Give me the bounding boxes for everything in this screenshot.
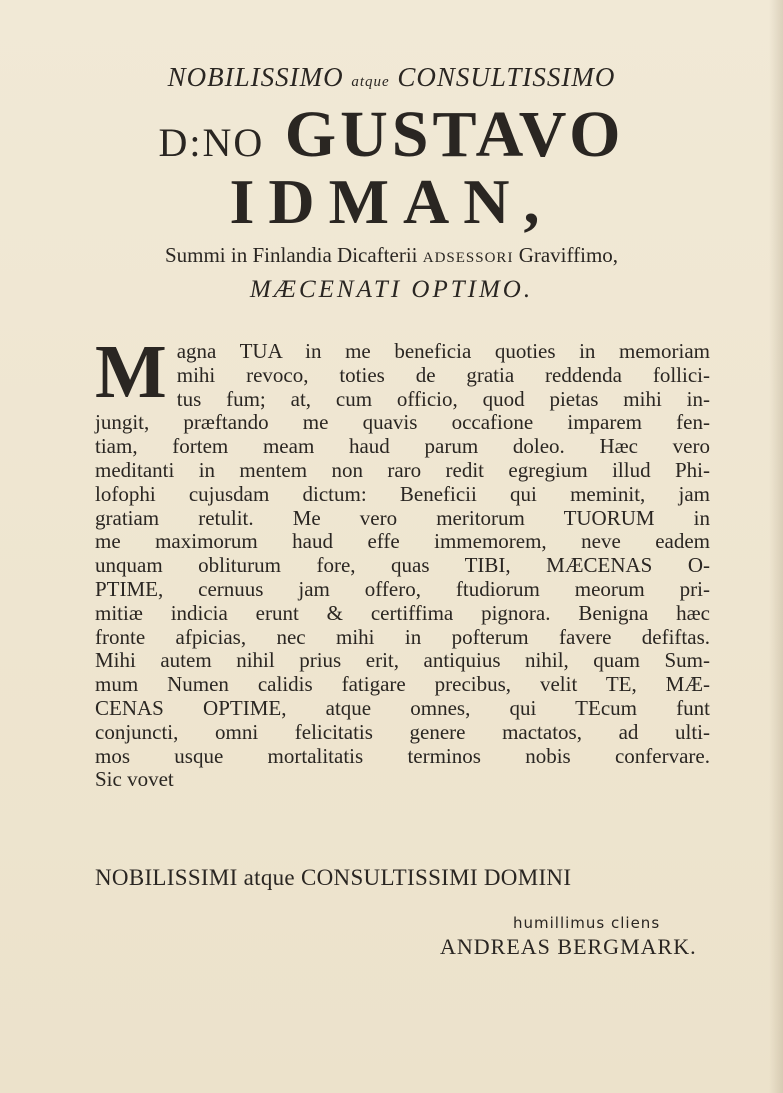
body-line: jungit, præftando me quavis occafione imparem fen-: [95, 410, 710, 435]
body-line: tiam, fortem meam haud parum doleo. Hæc vero: [95, 434, 710, 459]
body-line: PTIME, cernuus jam offero, ftudiorum meorum pri-: [95, 576, 710, 601]
body-line: fronte afpicias, nec mihi in pofterum favere defiftas.: [95, 624, 710, 649]
dedicatee-surname: IDMAN,: [229, 166, 554, 237]
body-line: meditanti in mentem non raro redit egregium illud Phi-: [95, 457, 710, 482]
dedication-body: [95, 330, 710, 792]
body-line: mos usque mortalitatis terminos nobis confervare.: [95, 743, 710, 768]
dedication-salutation: [0, 62, 783, 93]
body-line: unquam obliturum fore, quas TIBI, MÆCENAS O-: [95, 553, 710, 578]
body-line: mihi revoco, toties de gratia reddenda follici-: [176, 362, 710, 387]
body-line: mum Numen calidis fatigare precibus, velit TE, MÆ-: [95, 672, 710, 697]
body-line: Sic vovet: [95, 767, 174, 792]
dedicatee-title: [0, 243, 783, 268]
maecenas-optimo: MÆCENATI OPTIMO.: [249, 276, 534, 303]
closing-formula: NOBILISSIMI atque CONSULTISSIMI DOMINI: [95, 865, 572, 890]
dedicatee-firstname: GUSTAVO: [284, 98, 625, 171]
body-line: Mihi autem nihil prius erit, antiquius nihil, quam Sum-: [95, 648, 710, 673]
drop-cap: M: [95, 330, 167, 414]
body-line: tus fum; at, cum officio, quod pietas mihi in-: [176, 386, 710, 411]
signature-author: ANDREAS BERGMARK.: [440, 934, 697, 959]
signature-humillimus: humillimus cliens: [513, 914, 661, 932]
body-line: gratiam retulit. Me vero meritorum TUORUM in: [95, 505, 710, 530]
body-line: mitiæ indicia erunt & certiffima pignora. Benigna hæc: [95, 600, 710, 625]
salutation-nobilissimo: NOBILISSIMO: [167, 62, 344, 92]
body-line: lofophi cujusdam dictum: Beneficii qui meminit, jam: [95, 481, 710, 506]
body-line: me maximorum haud effe immemorem, neve eadem: [95, 529, 710, 554]
title-part-c: Graviffimo,: [518, 243, 619, 267]
salutation-atque: atque: [351, 74, 390, 90]
salutation-consultissimo: CONSULTISSIMO: [397, 62, 616, 92]
body-line: CENAS OPTIME, atque omnes, qui TEcum funt: [95, 695, 710, 720]
dedicatee-honorific: D:NO: [158, 120, 265, 165]
body-line: agna TUA in me beneficia quoties in memoriam: [176, 339, 710, 363]
body-line: conjuncti, omni felicitatis genere mactatos, ad ulti-: [95, 719, 710, 744]
title-adsessori: ADSESSORI: [422, 250, 514, 266]
title-part-a: Summi in Finlandia Dicafterii: [164, 243, 418, 267]
